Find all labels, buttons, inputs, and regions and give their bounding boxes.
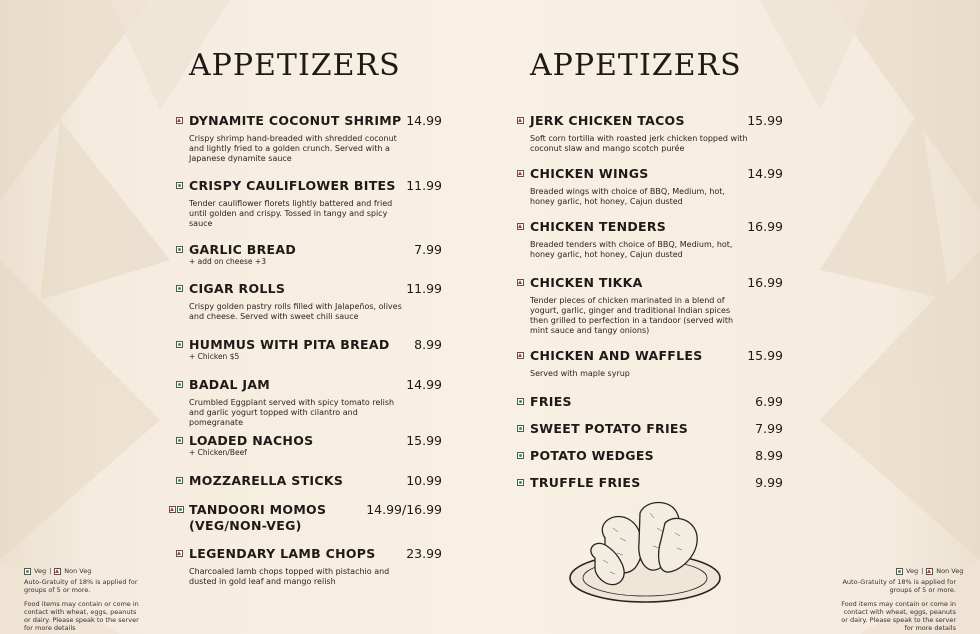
menu-item-description: Breaded tenders with choice of BBQ, Medium, hot, honey garlic, hot honey, Cajun dusted [530,240,733,259]
menu-item-price: 14.99 [747,166,783,181]
menu-item-price: 15.99 [747,348,783,363]
menu-item-description: Charcoaled lamb chops topped with pistachio and dusted in gold leaf and mango relish [189,567,390,586]
menu-item [176,473,442,491]
menu-item-name: SWEET POTATO FRIES [530,421,689,436]
menu-item-price: 8.99 [755,448,783,463]
nonveg-icon [176,550,183,557]
menu-item [517,394,783,412]
left-gratuity-note: Auto-Gratuity of 18% is applied for groups of 5 or more. [24,578,138,594]
chicken-plate-illustration [565,498,725,608]
nonveg-icon [517,279,524,286]
menu-item-price: 16.99 [747,275,783,290]
menu-item-price: 8.99 [414,337,442,352]
veg-icon [176,285,183,292]
veg-icon [517,452,524,459]
veg-icon [176,437,183,444]
menu-item [517,113,783,154]
nonveg-icon [176,117,183,124]
menu-item-price: 7.99 [414,242,442,257]
left-allergy-note: Food items may contain or come in contact with wheat, eggs, peanuts or dairy. Please speak to the server for more details [24,600,139,632]
menu-item-description: + Chicken $5 [189,352,240,361]
menu-item-name: GARLIC BREAD [189,242,297,257]
menu-item-name: CIGAR ROLLS [189,281,286,296]
menu-item [176,178,442,229]
menu-item-description: Tender cauliflower florets lightly battered and fried until golden and crispy. Tossed in tangy and spicy sauce [189,199,393,228]
veg-icon [176,381,183,388]
menu-item [517,275,783,336]
veg-icon [176,246,183,253]
right-page-title: APPETIZERS [530,48,742,83]
menu-item [176,377,442,428]
menu-item [176,337,442,362]
menu-item-name: LOADED NACHOS [189,433,314,448]
nonveg-icon [517,352,524,359]
nonveg-icon [517,170,524,177]
menu-item-price: 10.99 [406,473,442,488]
menu-item-name: FRIES [530,394,572,409]
menu-item-description: + Chicken/Beef [189,448,247,457]
menu-item-name: CHICKEN WINGS [530,166,649,181]
menu-item-price: 23.99 [406,546,442,561]
menu-item-description: Served with maple syrup [530,369,630,378]
menu-item-name: CRISPY CAULIFLOWER BITES [189,178,396,193]
menu-item-price: 14.99 [406,113,442,128]
menu-item-price: 11.99 [406,178,442,193]
veg-icon [896,568,903,575]
nonveg-icon [926,568,933,575]
nonveg-icon [169,506,176,513]
veg-icon [177,506,184,513]
menu-item-name: CHICKEN AND WAFFLES [530,348,703,363]
menu-item-description: Breaded wings with choice of BBQ, Medium, hot, honey garlic, hot honey, Cajun dusted [530,187,725,206]
veg-icon [517,479,524,486]
right-gratuity-note: Auto-Gratuity of 18% is applied for groups of 5 or more. [842,578,956,594]
menu-item-name: TANDOORI MOMOS (VEG/NON-VEG) [189,502,327,533]
menu-item [517,219,783,260]
menu-item-name: MOZZARELLA STICKS [189,473,344,488]
menu-item-price: 9.99 [755,475,783,490]
menu-item-price: 7.99 [755,421,783,436]
menu-item [176,113,442,164]
nonveg-icon [54,568,61,575]
menu-item-description: Crispy golden pastry rolls filled with Jalapeños, olives and cheese. Served with sweet chili sauce [189,302,402,321]
legend-separator: | [921,567,924,575]
legend-veg-label: Veg [34,567,47,575]
legend-veg-label: Veg [906,567,919,575]
menu-item-name: TRUFFLE FRIES [530,475,641,490]
menu-item [517,421,783,439]
right-allergy-note: Food items may contain or come in contact with wheat, eggs, peanuts or dairy. Please speak to the server for more details [841,600,956,632]
veg-icon [176,477,183,484]
menu-item-description: Tender pieces of chicken marinated in a blend of yogurt, garlic, ginger and traditional Indian spices then grilled to perfection in a tandoor (served with mint sauce and tangy onions) [530,296,734,335]
menu-item [176,281,442,322]
veg-icon [176,182,183,189]
right-legend [896,567,963,575]
menu-item-name: CHICKEN TENDERS [530,219,667,234]
menu-item-name: HUMMUS WITH PITA BREAD [189,337,390,352]
menu-item-description: Soft corn tortilla with roasted jerk chicken topped with coconut slaw and mango scotch purée [530,134,748,153]
menu-item-price: 16.99 [747,219,783,234]
menu-item-price: 11.99 [406,281,442,296]
menu-item [176,433,442,458]
left-legend [24,567,91,575]
menu-item-description: Crispy shrimp hand-breaded with shredded coconut and lightly fried to a golden crunch. Served with a Japanese dynamite sauce [189,134,397,163]
menu-item [517,448,783,466]
nonveg-icon [517,117,524,124]
menu-item-name: BADAL JAM [189,377,271,392]
menu-item [517,166,783,207]
legend-nonveg-label: Non Veg [64,567,92,575]
menu-item [517,475,783,493]
legend-nonveg-label: Non Veg [936,567,964,575]
veg-icon [24,568,31,575]
menu-item-price: 14.99/16.99 [366,502,442,517]
menu-item-description: Crumbled Eggplant served with spicy tomato relish and garlic yogurt topped with cilantro and pomegranate [189,398,395,427]
menu-item-name: LEGENDARY LAMB CHOPS [189,546,376,561]
nonveg-icon [517,223,524,230]
menu-item-name: POTATO WEDGES [530,448,654,463]
legend-separator: | [49,567,52,575]
menu-item-name: CHICKEN TIKKA [530,275,643,290]
veg-icon [517,425,524,432]
menu-item [176,546,442,587]
menu-item-description: + add on cheese +3 [189,257,266,266]
menu-item [517,348,783,379]
menu-item-name: DYNAMITE COCONUT SHRIMP [189,113,402,128]
veg-icon [517,398,524,405]
menu-item-price: 14.99 [406,377,442,392]
menu-item-price: 15.99 [747,113,783,128]
menu-item-name: JERK CHICKEN TACOS [530,113,685,128]
menu-item-price: 6.99 [755,394,783,409]
left-page-title: APPETIZERS [189,48,401,83]
menu-item [176,242,442,267]
veg-icon [176,341,183,348]
menu-item [176,502,442,534]
menu-item-price: 15.99 [406,433,442,448]
